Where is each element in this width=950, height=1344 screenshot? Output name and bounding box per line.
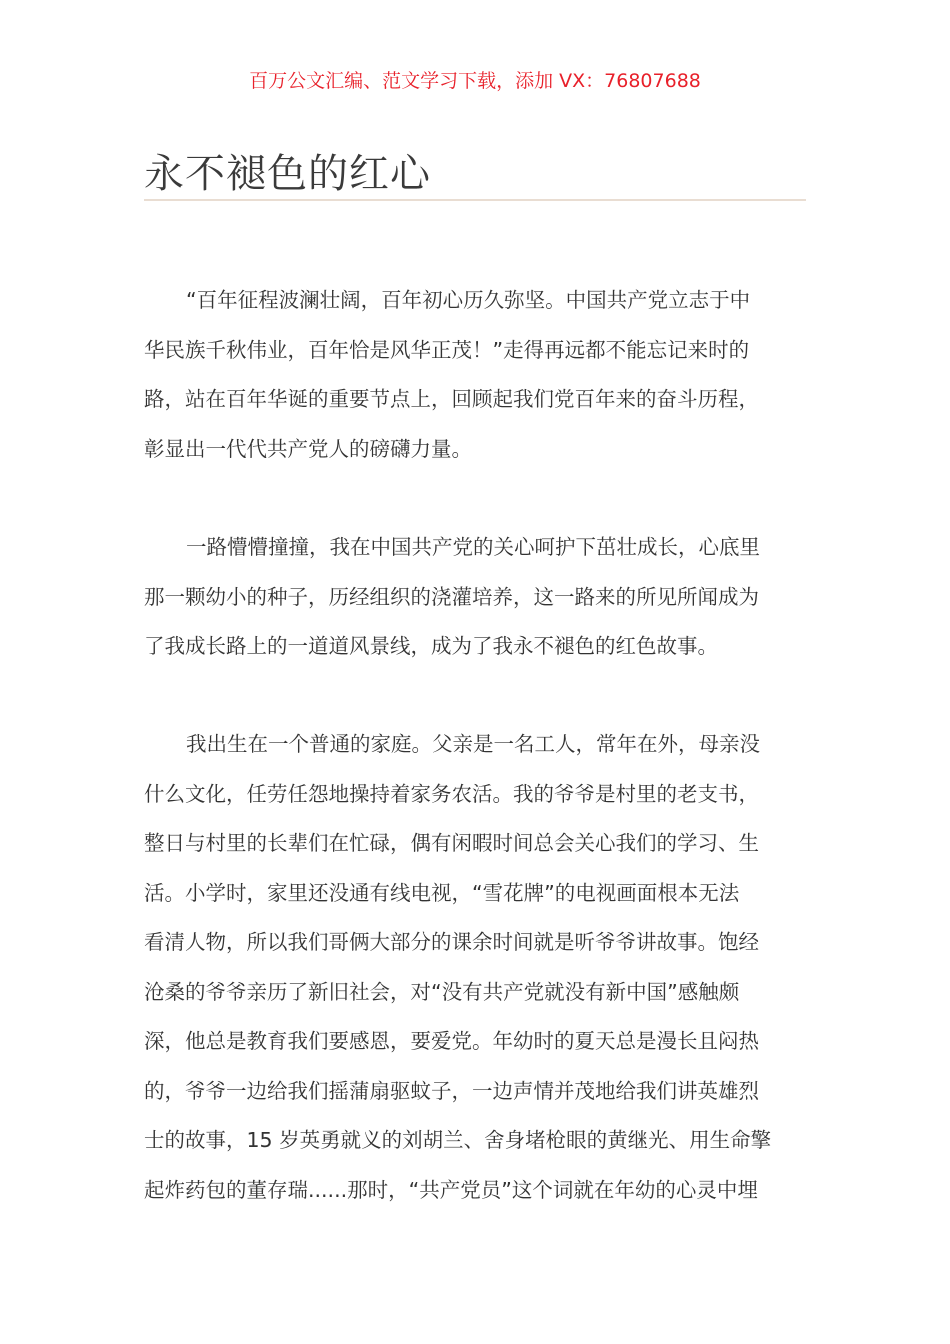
paragraph-line: 沧桑的爷爷亲历了新旧社会，对“没有共产党就没有新中国”感触颇 <box>144 979 740 1004</box>
paragraph-3 <box>144 720 808 1215</box>
title-underline-divider <box>144 199 806 201</box>
paragraph-line: 彰显出一代代共产党人的磅礴力量。 <box>144 436 472 461</box>
paragraph-line: 的，爷爷一边给我们摇蒲扇驱蚊子，一边声情并茂地给我们讲英雄烈 <box>144 1078 759 1103</box>
document-title: 永不褪色的红心 <box>144 151 431 197</box>
paragraph-line: “百年征程波澜壮阔，百年初心历久弥坚。中国共产党立志于中 <box>186 288 751 312</box>
paragraph-line: 什么文化，任劳任怨地操持着家务农活。我的爷爷是村里的老支书， <box>144 781 759 806</box>
paragraph-line: 华民族千秋伟业，百年恰是风华正茂！”走得再远都不能忘记来时的 <box>144 337 750 362</box>
paragraph-line: 整日与村里的长辈们在忙碌，偶有闲暇时间总会关心我们的学习、生 <box>144 831 759 855</box>
paragraph-line: 看清人物，所以我们哥俩大部分的课余时间就是听爷爷讲故事。饱经 <box>144 930 759 954</box>
paragraph-line: 我出生在一个普通的家庭。父亲是一名工人，常年在外，母亲没 <box>186 732 760 756</box>
paragraph-line: 深，他总是教育我们要感恩，要爱党。年幼时的夏天总是漫长且闷热 <box>144 1029 759 1053</box>
header-watermark-note: 百万公文汇编、范文学习下载，添加 VX：76807688 <box>249 70 701 92</box>
paragraph-line: 一路懵懵撞撞，我在中国共产党的关心呵护下茁壮成长，心底里 <box>186 535 760 559</box>
paragraph-line: 那一颗幼小的种子，历经组织的浇灌培养，这一路来的所见所闻成为 <box>144 584 759 609</box>
paragraph-line: 士的故事，15 岁英勇就义的刘胡兰、舍身堵枪眼的黄继光、用生命擎 <box>144 1128 772 1152</box>
paragraph-line: 起炸药包的董存瑞......那时，“共产党员”这个词就在年幼的心灵中埋 <box>144 1177 758 1202</box>
paragraph-2 <box>144 523 808 672</box>
paragraph-line: 了我成长路上的一道道风景线，成为了我永不褪色的红色故事。 <box>144 634 718 658</box>
paragraph-line: 路，站在百年华诞的重要节点上，回顾起我们党百年来的奋斗历程， <box>144 387 759 411</box>
paragraph-line: 活。小学时，家里还没通有线电视，“雪花牌”的电视画面根本无法 <box>144 880 740 905</box>
paragraph-1 <box>144 276 808 474</box>
